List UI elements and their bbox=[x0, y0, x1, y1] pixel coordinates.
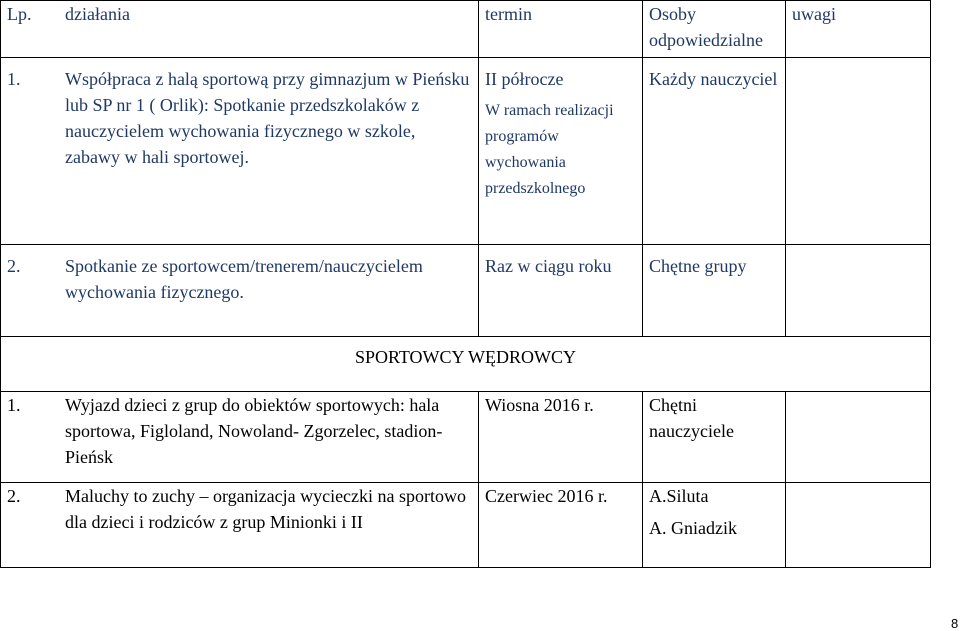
header-cell-uwagi bbox=[786, 1, 931, 58]
persons-cell bbox=[643, 58, 786, 245]
persons-cell bbox=[643, 392, 786, 483]
header-uwagi: uwagi bbox=[792, 4, 836, 24]
persons-text: Chętni nauczyciele bbox=[649, 395, 734, 441]
term-cell bbox=[479, 245, 643, 337]
header-dzialania: działania bbox=[65, 4, 130, 24]
notes-cell bbox=[786, 245, 931, 337]
header-cell-osoby bbox=[643, 1, 786, 58]
row-number: 2. bbox=[7, 486, 21, 506]
activity-cell bbox=[1, 58, 479, 245]
table-header-row bbox=[1, 1, 931, 58]
activity-cell bbox=[1, 483, 479, 568]
term-text: Raz w ciągu roku bbox=[485, 256, 612, 276]
persons-cell bbox=[643, 245, 786, 337]
page-number: 8 bbox=[951, 616, 959, 631]
row-number: 1. bbox=[7, 395, 21, 415]
section-row bbox=[1, 337, 931, 392]
table-row bbox=[1, 245, 931, 337]
activity-cell bbox=[1, 245, 479, 337]
notes-cell bbox=[786, 483, 931, 568]
person-2-text: A. Gniadzik bbox=[649, 518, 737, 538]
header-osoby: Osoby odpowiedzialne bbox=[649, 4, 763, 50]
activity-text: Współpraca z halą sportową przy gimnazjum w Pieńsku lub SP nr 1 ( Orlik): Spotkanie przedszkolaków z nauczycielem wychowania fizycznego w szkole, zabawy w hali sportowej. bbox=[65, 69, 470, 167]
activity-text: Maluchy to zuchy – organizacja wycieczki na sportowo dla dzieci i rodziców z grup Minionki i II bbox=[65, 486, 467, 532]
term-cell bbox=[479, 483, 643, 568]
header-cell-termin bbox=[479, 1, 643, 58]
section-title: SPORTOWCY WĘDROWCY bbox=[354, 347, 577, 367]
table-row bbox=[1, 392, 931, 483]
term-cell bbox=[479, 58, 643, 245]
section-cell bbox=[1, 337, 931, 392]
activity-text: Wyjazd dzieci z grup do obiektów sportowych: hala sportowa, Figloland, Nowoland- Zgorzelec, stadion- Pieńsk bbox=[65, 395, 443, 467]
notes-cell bbox=[786, 58, 931, 245]
persons-cell bbox=[643, 483, 786, 568]
table-row bbox=[1, 483, 931, 568]
term-cell bbox=[479, 392, 643, 483]
header-termin: termin bbox=[485, 4, 532, 24]
activity-text: Spotkanie ze sportowcem/trenerem/nauczycielem wychowania fizycznego. bbox=[65, 256, 423, 302]
persons-text: Chętne grupy bbox=[649, 256, 747, 276]
activity-cell bbox=[1, 392, 479, 483]
term-text: Wiosna 2016 r. bbox=[485, 395, 594, 415]
persons-text: Każdy nauczyciel bbox=[649, 69, 778, 89]
header-cell-activities bbox=[1, 1, 479, 58]
term-extra-text: W ramach realizacji programów wychowania przedszkolnego bbox=[485, 102, 614, 197]
row-number: 1. bbox=[7, 69, 21, 89]
notes-cell bbox=[786, 392, 931, 483]
person-1-text: A.Siluta bbox=[649, 486, 709, 506]
term-text: Czerwiec 2016 r. bbox=[485, 486, 608, 506]
term-text: II półrocze bbox=[485, 69, 564, 89]
row-number: 2. bbox=[7, 256, 21, 276]
header-lp: Lp. bbox=[7, 4, 32, 24]
table-row bbox=[1, 58, 931, 245]
